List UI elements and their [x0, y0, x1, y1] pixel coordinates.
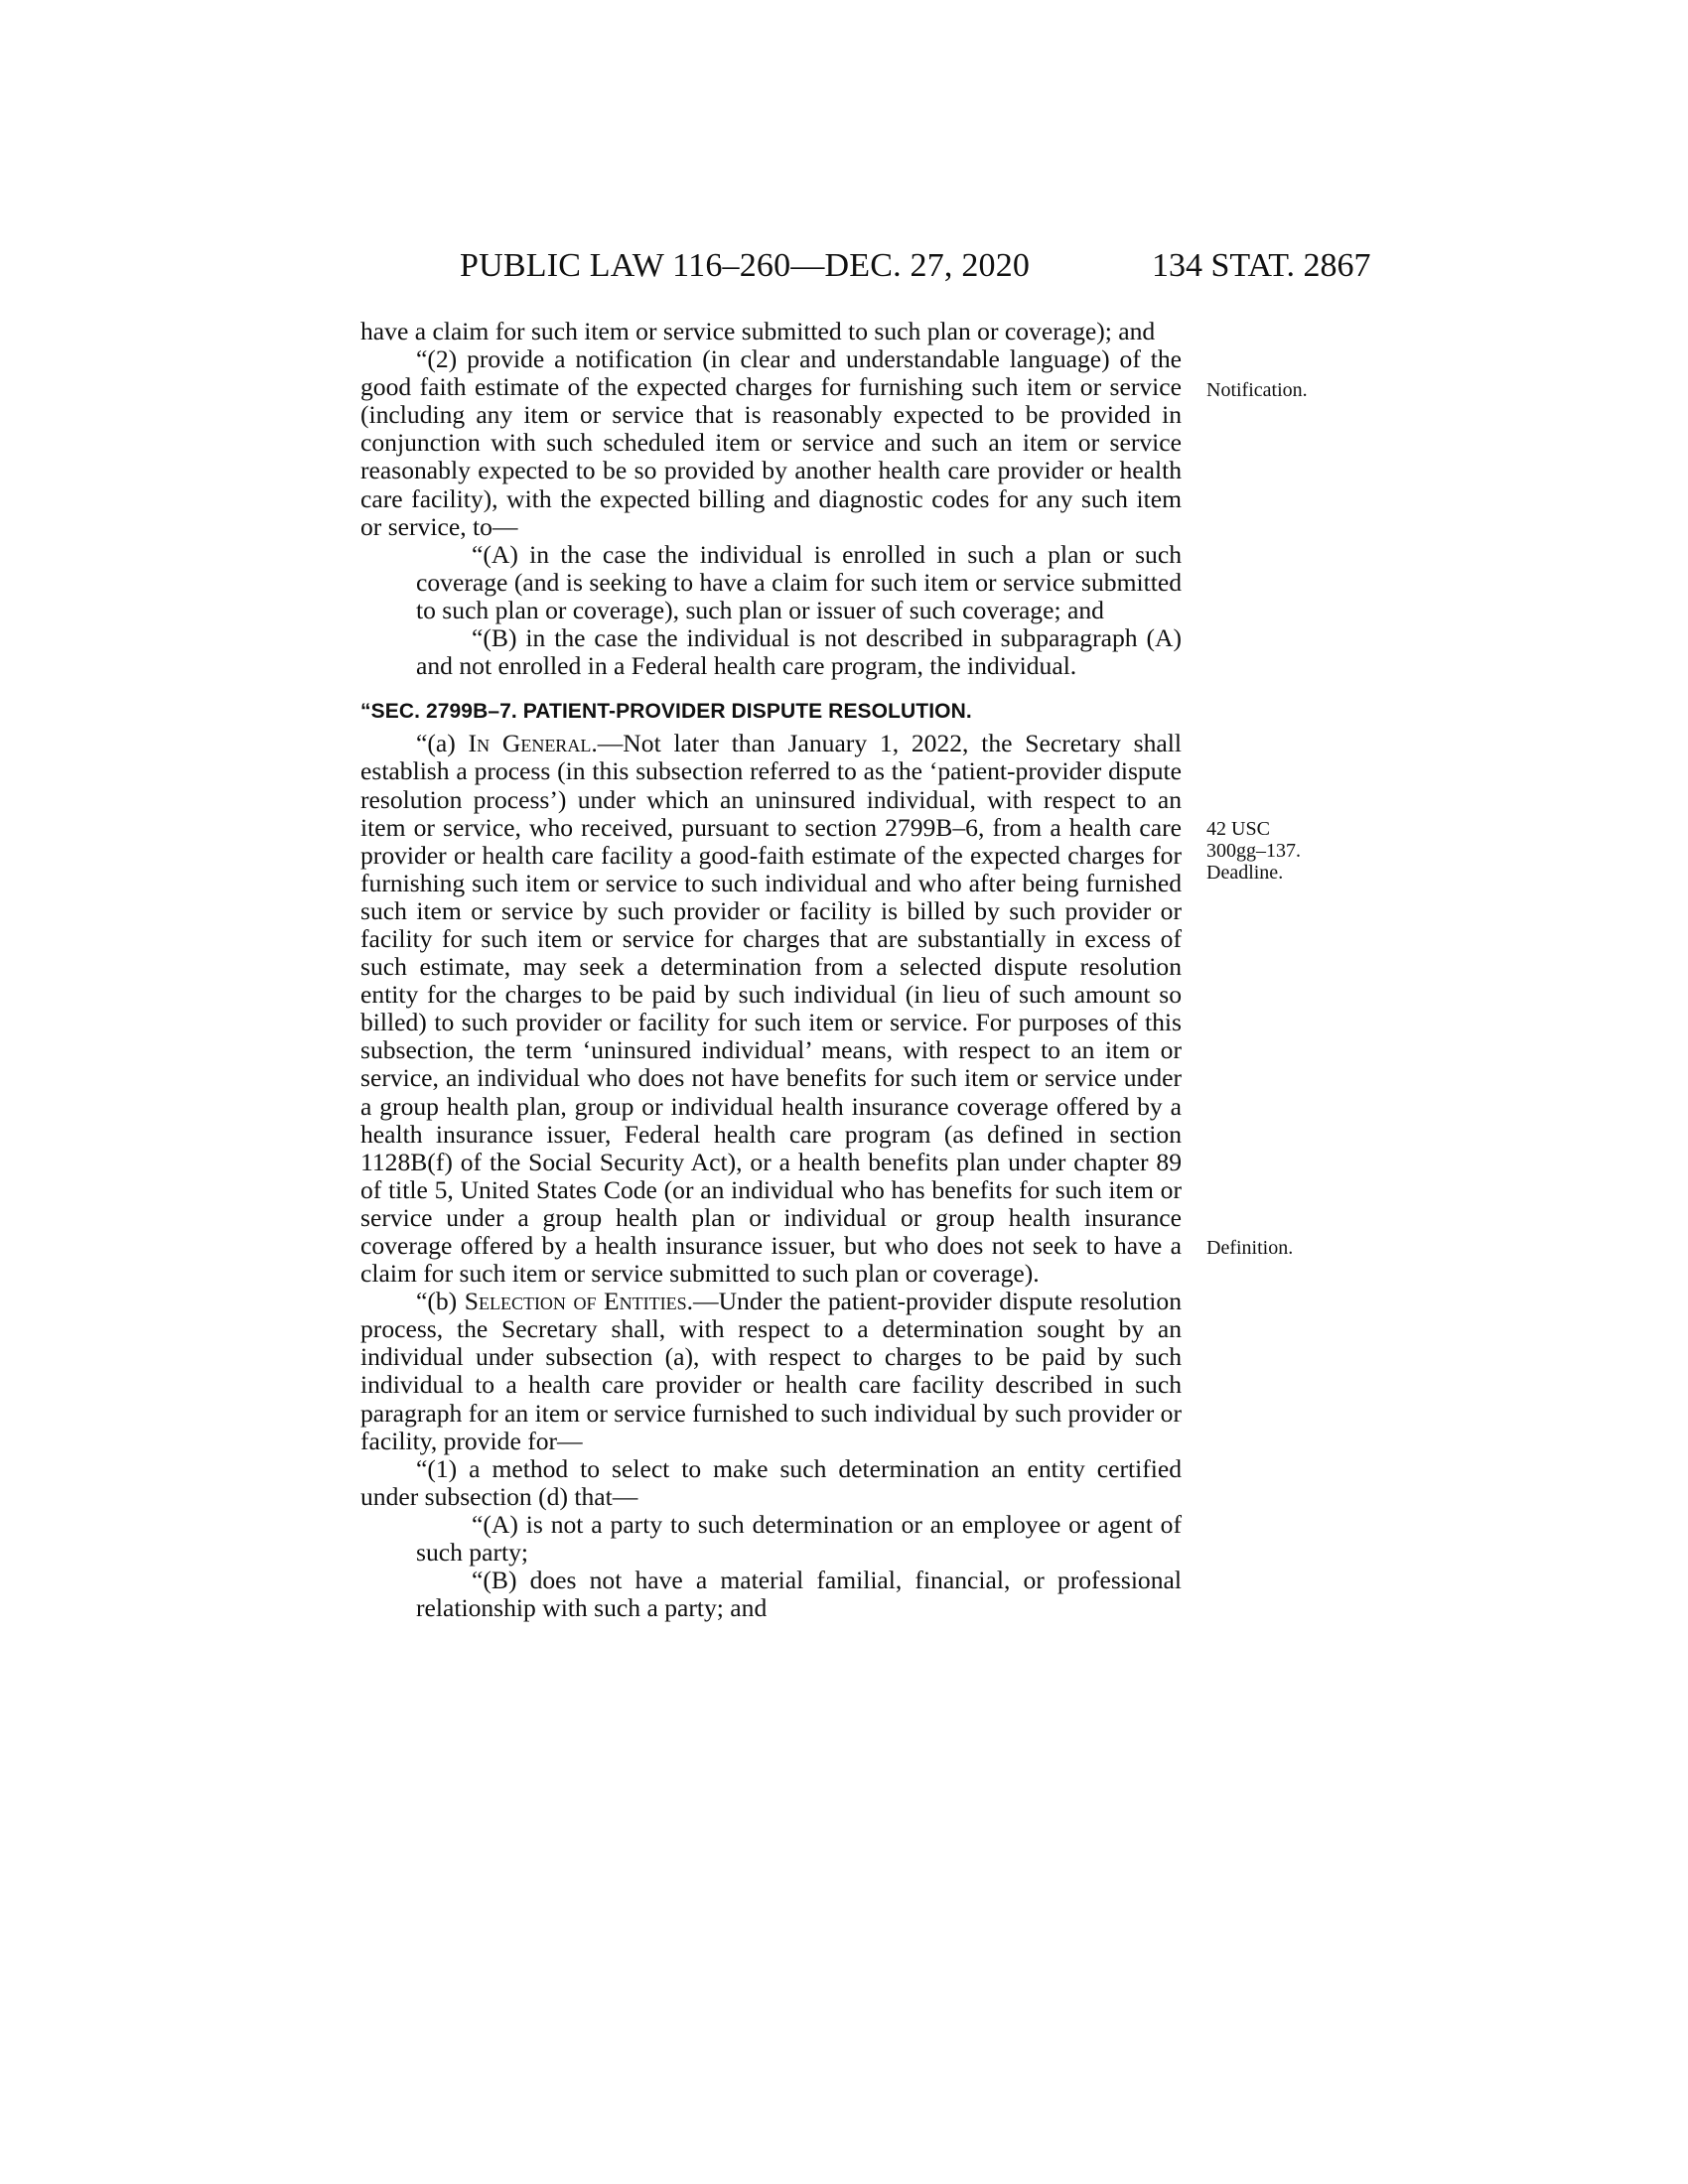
subsection-b-heading: Selection of Entities [464, 1287, 687, 1316]
subsection-b [360, 1288, 1182, 1455]
margin-note-definition: Definition. [1206, 1237, 1294, 1259]
running-header-title: PUBLIC LAW 116–260—DEC. 27, 2020 [460, 247, 1031, 284]
margin-note-usc-line2: 300gg–137. [1206, 840, 1301, 862]
statute-body [360, 318, 1182, 1622]
subsection-b-prefix: “(b) [416, 1287, 465, 1316]
subsection-b-text: .—Under the patient-provider dispute resolution process, the Secretary shall, with respect to a determination sought by an individual under subsection (a), with respect to charges to be paid by such individual to a health care provider or health care facility described in such paragraph for an item or service furnished to such individual by such provider or facility, provide for— [360, 1287, 1182, 1455]
subparagraph-b: “(B) in the case the individual is not described in subparagraph (A) and not enrolled in a Federal health care program, the individual. [416, 623, 1182, 681]
subparagraph-b1-b: “(B) does not have a material familial, financial, or professional relationship with such a party; and [416, 1566, 1182, 1623]
margin-note-notification: Notification. [1206, 379, 1308, 401]
paragraph-b1: “(1) a method to select to make such determination an entity certified under subsection (d) that— [360, 1453, 1182, 1511]
subsection-a-heading: In General [468, 729, 592, 758]
subparagraph-b1-a: “(A) is not a party to such determination or an employee or agent of such party; [416, 1509, 1182, 1568]
margin-note-deadline: Deadline. [1206, 862, 1284, 884]
subsection-a-prefix: “(a) [416, 729, 469, 758]
page-number: 134 STAT. 2867 [1152, 247, 1371, 284]
paragraph-2: “(2) provide a notification (in clear and understandable language) of the good faith estimate of the expected charges for furnishing such item or service (including any item or service that is reasonably expected to be provided in conjunction with such scheduled item or service and such an item or service reasonably expected to be so provided by another health care provider or health care facility), with the expected billing and diagnostic codes for any such item or service, to— [360, 344, 1182, 541]
subparagraph-a: “(A) in the case the individual is enrolled in such a plan or such coverage (and is seeking to have a claim for such item or service submitted to such plan or coverage), such plan or issuer of such coverage; and [416, 539, 1182, 624]
section-heading: “SEC. 2799B–7. PATIENT-PROVIDER DISPUTE RESOLUTION. [360, 700, 972, 724]
subsection-a [360, 730, 1182, 1288]
margin-note-usc-line1: 42 USC [1206, 818, 1270, 840]
subsection-a-text: .—Not later than January 1, 2022, the Secretary shall establish a process (in this subsection referred to as the ‘patient-provider dispute resolution process’) under which an uninsured individual, with respect to an item or service, who received, pursuant to section 2799B–6, from a health care provider or health care facility a good-faith estimate of the expected charges for furnishing such item or service to such individual and who after being furnished such item or service by such provider or facility is billed by such provider or facility for such item or service for charges that are substantially in excess of such estimate, may seek a determination from a selected dispute resolution entity for the charges to be paid by such individual (in lieu of such amount so billed) to such provider or facility for such item or service. For purposes of this subsection, the term ‘uninsured individual’ means, with respect to an item or service, an individual who does not have benefits for such item or service under a group health plan, group or individual health insurance coverage offered by a health insurance issuer, Federal health care program (as defined in section 1128B(f) of the Social Security Act), or a health benefits plan under chapter 89 of title 5, United States Code (or an individual who has benefits for such item or service under a group health plan or individual or group health insurance coverage offered by a health insurance issuer, but who does not seek to have a claim for such item or service submitted to such plan or coverage). [360, 729, 1182, 1289]
paragraph-continuation: have a claim for such item or service submitted to such plan or coverage); and [360, 317, 1156, 345]
